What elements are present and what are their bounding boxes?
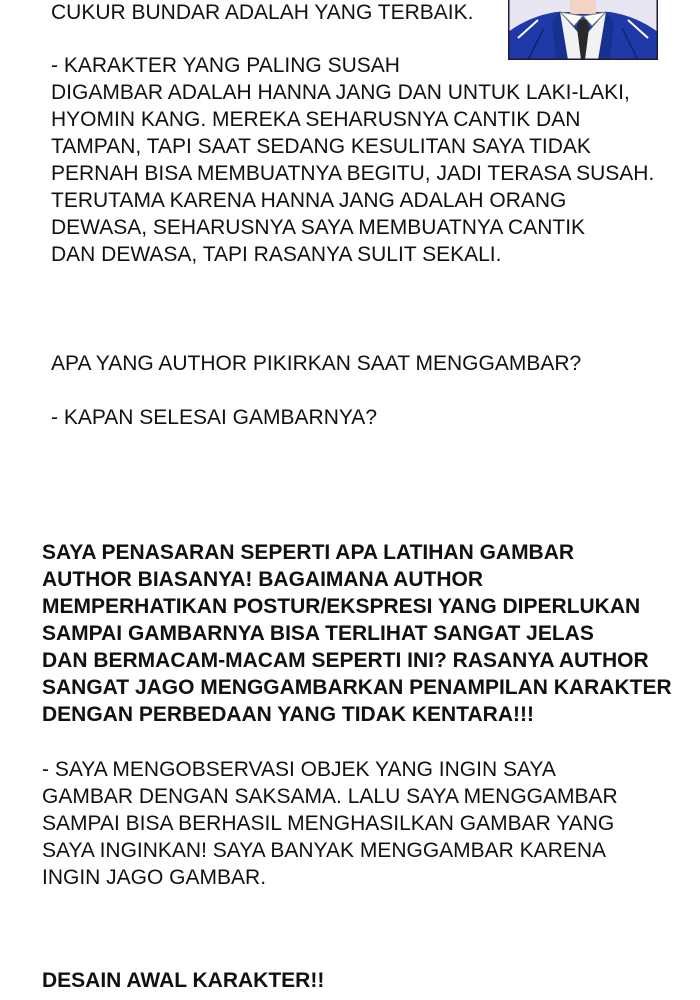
text-line: - KARAKTER YANG PALING SUSAH [51,54,400,77]
answer-line: GAMBAR DENGAN SAKSAMA. LALU SAYA MENGGAMBAR [42,785,618,808]
question-line: DENGAN PERBEDAAN YANG TIDAK KENTARA!!! [42,703,534,726]
answer-line: SAMPAI BISA BERHASIL MENGHASILKAN GAMBAR YANG [42,812,615,835]
answer-line: INGIN JAGO GAMBAR. [42,866,267,889]
character-portrait-icon [508,0,658,60]
text-line: DAN DEWASA, TAPI RASANYA SULIT SEKALI. [51,243,502,266]
text-line: PERNAH BISA MEMBUATNYA BEGITU, JADI TERASA SUSAH. [51,162,655,185]
question-practice [42,539,672,728]
answer-line: - SAYA MENGOBSERVASI OBJEK YANG INGIN SAYA [42,758,556,781]
question-line: SAMPAI GAMBARNYA BISA TERLIHAT SANGAT JELAS [42,622,594,645]
answer-line: SAYA INGINKAN! SAYA BANYAK MENGGAMBAR KARENA [42,839,607,862]
section-title: DESAIN AWAL KARAKTER!! [42,969,325,992]
question-thinking [51,350,581,377]
question-heading: APA YANG AUTHOR PIKIRKAN SAAT MENGGAMBAR? [51,352,582,375]
answer-text: - KAPAN SELESAI GAMBARNYA? [51,406,377,429]
difficult-character-answer [51,52,654,268]
question-line: MEMPERHATIKAN POSTUR/EKSPRESI YANG DIPERLUKAN [42,595,641,618]
text-line: HYOMIN KANG. MEREKA SEHARUSNYA CANTIK DAN [51,108,581,131]
text-line: CUKUR BUNDAR ADALAH YANG TERBAIK. [51,1,474,24]
text-line: DEWASA, SEHARUSNYA SAYA MEMBUATNYA CANTIK [51,216,586,239]
intro-text-partial [51,0,473,26]
answer-practice [42,756,618,891]
text-line: DIGAMBAR ADALAH HANNA JANG DAN UNTUK LAKI-LAKI, [51,81,630,104]
section-heading-design [42,967,324,994]
answer-thinking [51,404,377,431]
question-line: DAN BERMACAM-MACAM SEPERTI INI? RASANYA AUTHOR [42,649,649,672]
question-line: AUTHOR BIASANYA! BAGAIMANA AUTHOR [42,568,483,591]
question-line: SANGAT JAGO MENGGAMBARKAN PENAMPILAN KARAKTER [42,676,672,699]
question-line: SAYA PENASARAN SEPERTI APA LATIHAN GAMBAR [42,541,575,564]
text-line: TAMPAN, TAPI SAAT SEDANG KESULITAN SAYA TIDAK [51,135,591,158]
text-line: TERUTAMA KARENA HANNA JANG ADALAH ORANG [51,189,567,212]
